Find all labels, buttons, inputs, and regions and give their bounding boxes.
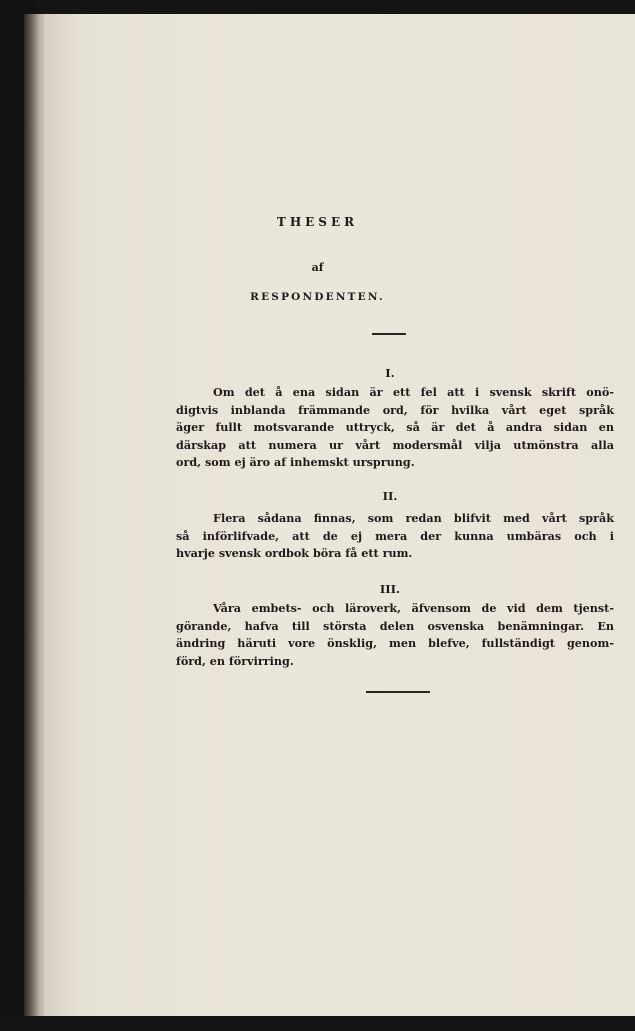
show-through-text [154, 139, 162, 165]
scan-border-top [0, 0, 635, 14]
text-line: förd, en förvirring. [176, 653, 294, 668]
closing-rule [366, 691, 430, 693]
page-subtitle: RESPONDENTEN. [250, 291, 385, 303]
text-line: Om det å ena sidan är ett fel att i svensk skrift onö- [213, 385, 614, 399]
text-line: digtvis inblanda främmande ord, för hvilka vårt eget språk [176, 402, 614, 417]
thesis-text [176, 600, 614, 670]
thesis-text [176, 510, 614, 563]
text-line: Våra embets- och läroverk, äfvensom de vid dem tjenst- [213, 601, 614, 615]
page-title: THESER [276, 215, 359, 229]
title-connector: af [311, 261, 324, 274]
title-rule [372, 333, 406, 335]
text-line: därskap att numera ur vårt modersmål vilja utmönstra alla [176, 437, 614, 452]
text-line: Flera sådana finnas, som redan blifvit med vårt språk [213, 511, 614, 525]
text-line: ändring häruti vore önsklig, men blefve, fullständigt genom- [176, 636, 614, 651]
thesis-text [176, 384, 614, 472]
thesis-number: II. [382, 489, 398, 503]
text-line: äger fullt motsvarande uttryck, så är det å andra sidan en [176, 420, 614, 435]
text-line: ord, som ej äro af inhemskt ursprung. [176, 455, 415, 470]
scan-border-bottom [0, 1016, 635, 1031]
text-line: görande, hafva till största delen osvenska benämningar. En [176, 618, 614, 633]
text-line: så införlifvade, att de ej mera der kunna umbäras och i [176, 528, 614, 543]
text-line: hvarje svensk ordbok böra få ett rum. [176, 546, 413, 561]
thesis-number: III. [379, 582, 401, 596]
thesis-number: I. [385, 366, 395, 380]
